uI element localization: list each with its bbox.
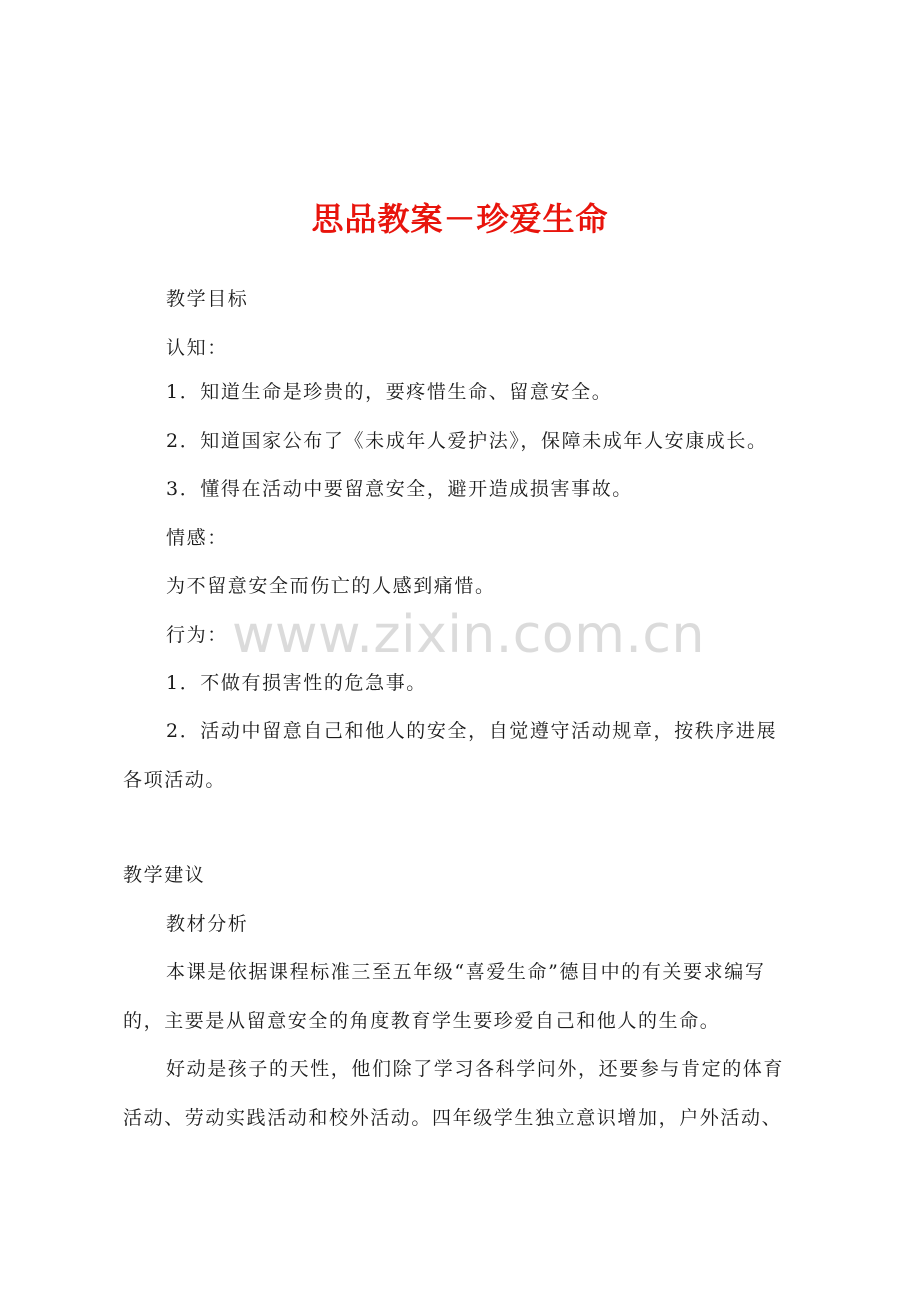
subheading-behavior: 行为：: [166, 624, 228, 646]
subheading-cognition: 认知：: [166, 337, 228, 359]
watermark: www.zixin.com.cn: [232, 605, 705, 665]
list-item: 1．不做有损害性的危急事。: [166, 672, 427, 694]
list-item: 2．活动中留意自己和他人的安全，自觉遵守活动规章，按秩序进展: [166, 720, 778, 742]
paragraph-line: 好动是孩子的天性，他们除了学习各科学问外，还要参与肯定的体育: [166, 1058, 785, 1080]
list-item: 3．懂得在活动中要留意安全，避开造成损害事故。: [166, 478, 633, 500]
paragraph-line: 本课是依据课程标准三至五年级“喜爱生命”德目中的有关要求编写: [166, 961, 766, 983]
document-title: 思品教案－珍爱生命: [311, 200, 609, 238]
paragraph-line: 的，主要是从留意安全的角度教育学生要珍爱自己和他人的生命。: [123, 1010, 721, 1032]
paragraph-line: 为不留意安全而伤亡的人感到痛惜。: [166, 575, 496, 597]
list-item: 1．知道生命是珍贵的，要疼惜生命、留意安全。: [166, 381, 613, 403]
subheading-material-analysis: 教材分析: [166, 913, 249, 935]
list-item-continuation: 各项活动。: [123, 769, 227, 791]
subheading-emotion: 情感：: [166, 527, 228, 549]
list-item: 2．知道国家公布了《未成年人爱护法》，保障未成年人安康成长。: [166, 430, 768, 452]
paragraph-line: 活动、劳动实践活动和校外活动。四年级学生独立意识增加，户外活动、: [123, 1107, 783, 1129]
section-heading-teaching-suggestions: 教学建议: [123, 864, 206, 886]
section-heading-teaching-goals: 教学目标: [166, 288, 249, 310]
